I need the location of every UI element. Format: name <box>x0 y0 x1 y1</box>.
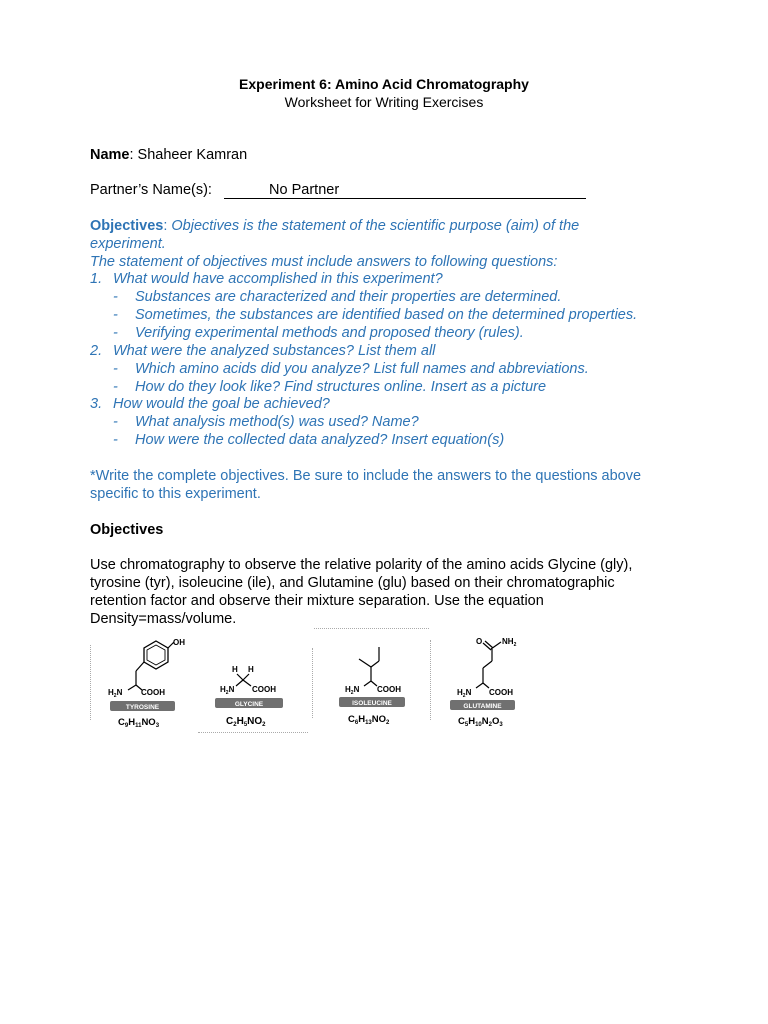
name-label: Name <box>90 147 130 163</box>
sub-item-text: Sometimes, the substances are identified based on the determined properties. <box>135 307 638 323</box>
objectives-intro-label: Objectives <box>90 218 164 234</box>
bullet-dash: - <box>113 307 118 323</box>
question-number: 2. <box>90 343 103 359</box>
bullet-dash: - <box>113 361 118 377</box>
glutamine-carboxyl-label: COOH <box>489 688 513 697</box>
tyrosine-amine-label: $H_2N$ <box>108 688 123 699</box>
question-text: What would have accomplished in this experiment? <box>113 271 443 287</box>
sub-item-text: Verifying experimental methods and proposed theory (rules). <box>135 325 524 341</box>
bullet-dash: - <box>113 289 118 305</box>
question-text: How would the goal be achieved? <box>113 396 330 412</box>
glycine-h-left: H <box>232 665 238 674</box>
objectives-body-line3: retention factor and observe their mixture separation. Use the equation <box>90 593 544 609</box>
sub-item-text: Which amino acids did you analyze? List full names and abbreviations. <box>135 361 589 377</box>
tyrosine-carboxyl-label: COOH <box>141 688 165 697</box>
page-title: Experiment 6: Amino Acid Chromatography <box>239 76 529 92</box>
partner-line <box>90 181 586 199</box>
objectives-intro-line2: experiment. <box>90 236 166 252</box>
glycine-carboxyl-label: COOH <box>252 685 276 694</box>
bullet-dash: - <box>113 325 118 341</box>
bullet-dash: - <box>113 379 118 395</box>
objectives-body-line1: Use chromatography to observe the relative polarity of the amino acids Glycine (gly), <box>90 557 633 573</box>
isoleucine-name-banner: ISOLEUCINE <box>352 700 392 707</box>
glutamine-drawing <box>445 633 545 733</box>
bullet-dash: - <box>113 414 118 430</box>
isoleucine-formula: $C_6H_{13}NO_2$ <box>348 714 390 726</box>
frame-dotted-top <box>314 628 429 629</box>
isoleucine-drawing <box>335 633 435 733</box>
tyrosine-oh-label: OH <box>173 638 185 647</box>
glycine-amine-label: $H_2N$ <box>220 685 235 696</box>
glycine-name-banner: GLYCINE <box>234 701 264 708</box>
objectives-heading: Objectives <box>90 522 164 538</box>
instruction-line1: *Write the complete objectives. Be sure to include the answers to the questions above <box>90 468 642 484</box>
sub-item-text: Substances are characterized and their properties are determined. <box>135 289 562 305</box>
frame-dotted-mid <box>312 648 313 718</box>
header <box>0 75 768 111</box>
glutamine-name-banner: GLUTAMINE <box>463 703 502 710</box>
isoleucine-amine-label: $H_2N$ <box>345 685 360 696</box>
tyrosine-structure <box>100 633 200 733</box>
objectives-intro-colon: : <box>163 218 168 234</box>
glycine-structure <box>210 633 310 733</box>
instruction-line2: specific to this experiment. <box>90 486 261 502</box>
objectives-body-line4: Density=mass/volume. <box>90 611 237 627</box>
glutamine-oxygen-label: O <box>476 637 483 646</box>
question-number: 3. <box>90 396 103 412</box>
page-subtitle: Worksheet for Writing Exercises <box>284 94 484 110</box>
sub-item-text: What analysis method(s) was used? Name? <box>135 414 419 430</box>
objectives-statement: The statement of objectives must include answers to following questions: <box>90 254 558 270</box>
name-value: : Shaheer Kamran <box>129 147 248 163</box>
glutamine-amide-label: $NH_2$ <box>502 637 517 648</box>
glutamine-amine-label: $H_2N$ <box>457 688 472 699</box>
glycine-drawing <box>210 633 310 733</box>
objectives-body-line2: tyrosine (tyr), isoleucine (ile), and Glutamine (glu) based on their chromatographic <box>90 575 615 591</box>
sub-item-text: How were the collected data analyzed? Insert equation(s) <box>135 432 505 448</box>
tyrosine-name-banner: TYROSINE <box>125 704 160 711</box>
bullet-dash: - <box>113 432 118 448</box>
name-line <box>90 146 247 164</box>
sub-item-text: How do they look like? Find structures online. Insert as a picture <box>135 379 547 395</box>
partner-label: Partner’s Name(s): <box>90 182 212 198</box>
frame-dotted-left <box>90 645 91 720</box>
objectives-intro-line1 <box>90 217 579 235</box>
glutamine-structure <box>445 633 545 733</box>
glycine-formula: $C_2H_5NO_2$ <box>226 716 266 728</box>
isoleucine-carboxyl-label: COOH <box>377 685 401 694</box>
glutamine-formula: $C_5H_{10}N_2O_3$ <box>458 716 503 728</box>
isoleucine-structure <box>335 633 435 733</box>
tyrosine-formula: $C_9H_{11}NO_3$ <box>118 717 160 729</box>
tyrosine-drawing <box>100 633 200 733</box>
question-text: What were the analyzed substances? List them all <box>113 343 436 359</box>
glycine-h-right: H <box>248 665 254 674</box>
partner-value: No Partner <box>224 182 586 199</box>
question-number: 1. <box>90 271 103 287</box>
objectives-intro-text: Objectives is the statement of the scientific purpose (aim) of the <box>167 218 580 234</box>
